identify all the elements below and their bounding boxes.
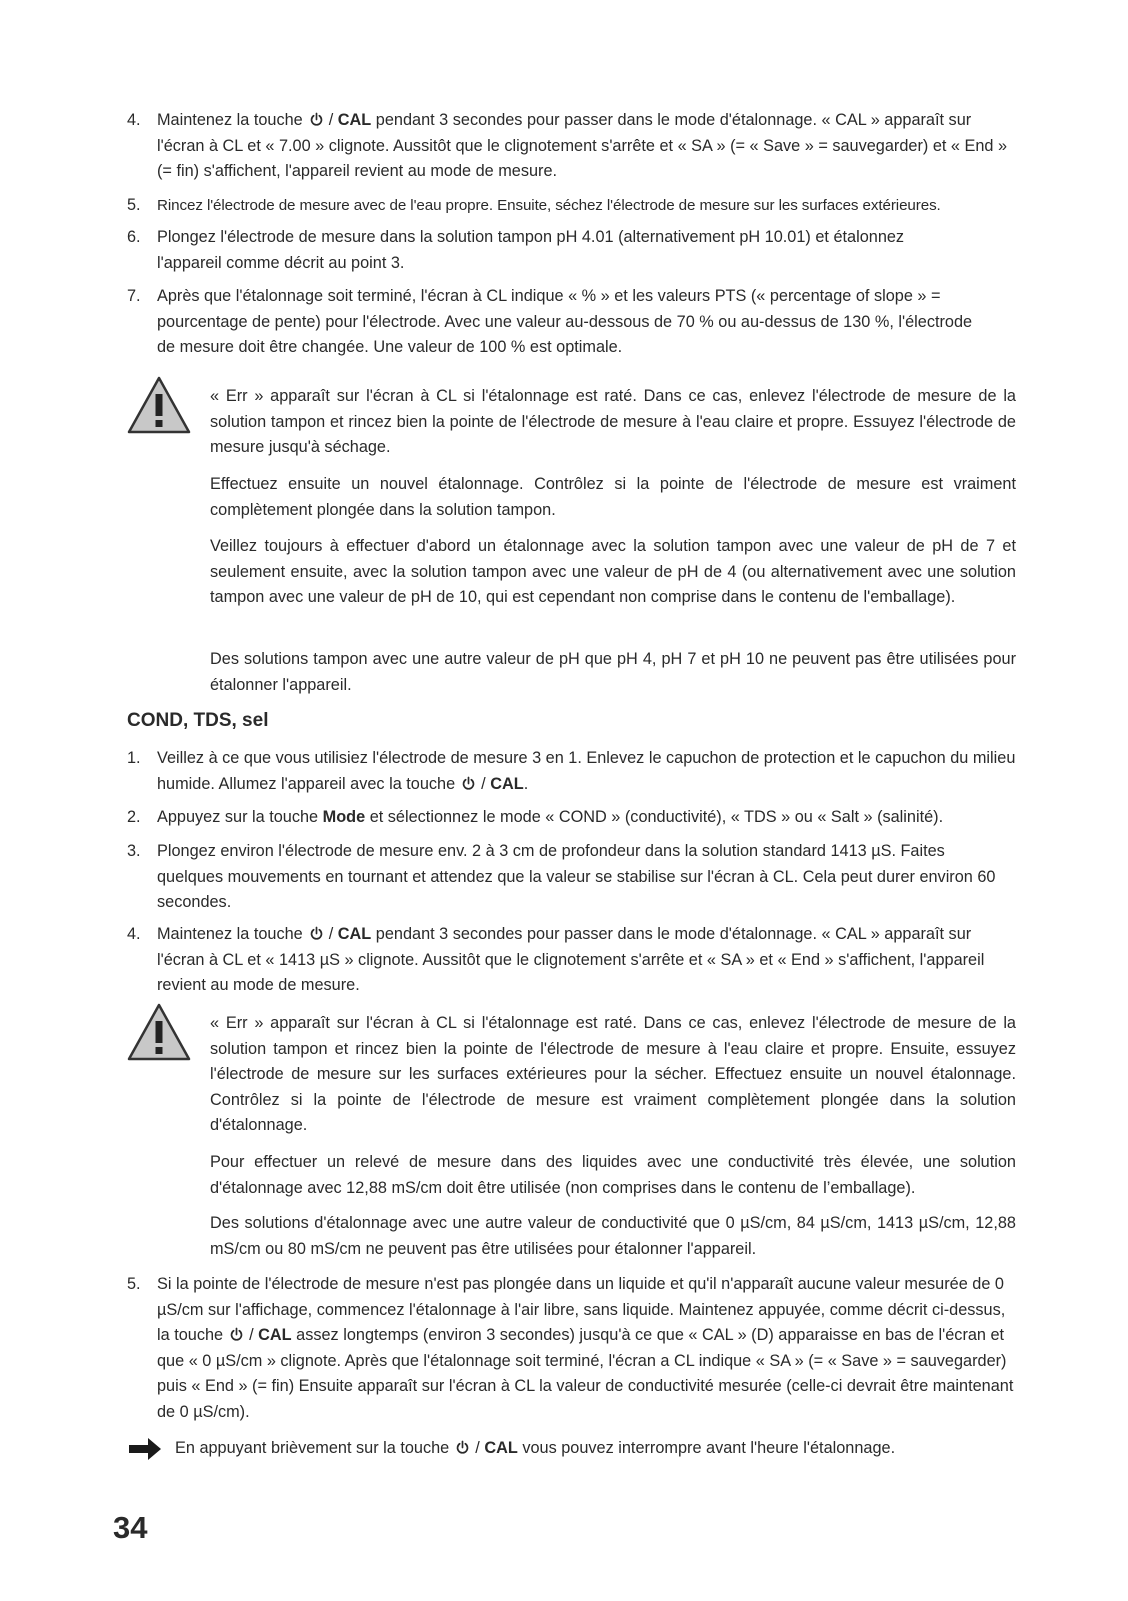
power-icon [309, 926, 324, 941]
warning-paragraph-3: Veillez toujours à effectuer d'abord un étalonnage avec la solution tampon avec une valeur de pH de 7 et seulement ensuite, avec la solution tampon avec une valeur de pH de 4 (ou alternativement avec une solution tampon avec une valeur de pH de 10, qui est cependant non comprise dans le contenu de l'emballage). [210, 537, 1016, 606]
arrow-right-icon [128, 1436, 162, 1462]
warning-paragraph-1: « Err » apparaît sur l'écran à CL si l'étalonnage est raté. Dans ce cas, enlevez l'électrode de mesure de la solution tampon et rincez bien la pointe de l'électrode de mesure à l'eau claire et propre. Ensuite, essuyez l'électrode de mesure sur les surfaces extérieures pour la sécher. Effectuez ensuite un nouvel étalonnage. Contrôlez si la pointe de l'électrode de mesure est vraiment complètement plongée dans la solution d'étalonnage. [210, 1014, 1016, 1134]
step-number: 7. [127, 287, 141, 305]
step-5-ph [127, 193, 1017, 219]
warning-triangle-icon [127, 376, 191, 434]
step-number: 2. [127, 808, 141, 826]
step-text: Si la pointe de l'électrode de mesure n'est pas plongée dans un liquide et qu'il n'apparaît aucune valeur mesurée de 0 µS/cm sur l'affichage, commencez l'étalonnage à l'air libre, sans liquide. Maintenez appuyée, comme décrit ci-dessus, la touche / CAL assez longtemps (environ 3 secondes) jusqu'à ce que « CAL » (D) apparaisse en bas de l'écran et que « 0 µS/cm » clignote. Après que l'étalonnage soit terminé, l'écran a CL indique « SA » (= « Save » = sauvegarder) puis « End » (= fin) Ensuite apparaît sur l'écran à CL la valeur de conductivité mesurée (celle-ci devrait être maintenant de 0 µS/cm). [157, 1275, 1014, 1421]
warning-triangle-icon [127, 1003, 191, 1061]
step-text: Veillez à ce que vous utilisiez l'électrode de mesure 3 en 1. Enlevez le capuchon de protection et le capuchon du milieu humide. Allumez l'appareil avec la touche / CAL. [157, 749, 1016, 793]
power-icon [229, 1327, 244, 1342]
step-text: Plongez l'électrode de mesure dans la solution tampon pH 4.01 (alternativement pH 10.01) et étalonnez l'appareil comme décrit au point 3. [157, 228, 905, 272]
tip-note: En appuyant brièvement sur la touche / CAL vous pouvez interrompre avant l'heure l'étalonnage. [175, 1439, 896, 1457]
step-text: Maintenez la touche / CAL pendant 3 secondes pour passer dans le mode d'étalonnage. « CAL » apparaît sur l'écran à CL et « 1413 µS » clignote. Aussitôt que le clignotement s'arrête et « SA » et « End » s'affichent, l'appareil revient au mode de mesure. [157, 925, 985, 994]
step-text: Appuyez sur la touche Mode et sélectionnez le mode « COND » (conductivité), « TDS » ou « Salt » (salinité). [157, 808, 944, 826]
power-icon [461, 776, 476, 791]
step-text: Après que l'étalonnage soit terminé, l'écran à CL indique « % » et les valeurs PTS (« percentage of slope » = pourcentage de pente) pour l'électrode. Avec une valeur au-dessous de 70 % ou au-dessus de 130 %, l'électrode de mesure doit être changée. Une valeur de 100 % est optimale. [157, 287, 973, 356]
warning-paragraph-2: Effectuez ensuite un nouvel étalonnage. Contrôlez si la pointe de l'électrode de mesure est vraiment complètement plongée dans la solution tampon. [210, 475, 1016, 519]
warning-paragraph-4: Des solutions tampon avec une autre valeur de pH que pH 4, pH 7 et pH 10 ne peuvent pas être utilisées pour étalonner l'appareil. [210, 650, 1016, 694]
page-number: 34 [113, 1510, 148, 1545]
step-6-ph [127, 225, 1017, 277]
power-icon [309, 112, 324, 127]
warning-paragraph-3: Des solutions d'étalonnage avec une autre valeur de conductivité que 0 µS/cm, 84 µS/cm, 1413 µS/cm, 12,88 mS/cm ou 80 mS/cm ne peuvent pas être utilisées pour étalonner l'appareil. [210, 1214, 1016, 1258]
step-5-cond [127, 1272, 1017, 1428]
power-icon [455, 1440, 470, 1455]
warning-paragraph-1: « Err » apparaît sur l'écran à CL si l'étalonnage est raté. Dans ce cas, enlevez l'électrode de mesure de la solution tampon et rincez bien la pointe de l'électrode de mesure à l'eau claire et propre. Essuyez l'électrode de mesure jusqu'à séchage. [210, 387, 1016, 456]
step-number: 3. [127, 842, 141, 860]
step-2-cond [127, 805, 1017, 831]
section-heading: COND, TDS, sel [127, 710, 269, 731]
warning-paragraph-2: Pour effectuer un relevé de mesure dans des liquides avec une conductivité très élevée, une solution d'étalonnage avec 12,88 mS/cm doit être utilisée (non comprises dans le contenu de l’emballage). [210, 1153, 1016, 1197]
step-7-ph [127, 284, 1017, 362]
step-number: 5. [127, 1275, 141, 1293]
step-text: Rincez l'électrode de mesure avec de l'eau propre. Ensuite, séchez l'électrode de mesure sur les surfaces extérieures. [157, 197, 941, 214]
step-text: Maintenez la touche / CAL pendant 3 secondes pour passer dans le mode d'étalonnage. « CAL » apparaît sur l'écran à CL et « 7.00 » clignote. Aussitôt que le clignotement s'arrête et « SA » (= « Save » = sauvegarder) et « End » (= fin) s'affichent, l'appareil revient au mode de mesure. [157, 111, 1008, 180]
step-text: Plongez environ l'électrode de mesure env. 2 à 3 cm de profondeur dans la solution standard 1413 µS. Faites quelques mouvements en tournant et attendez que la valeur se stabilise sur l'écran à CL. Cela peut durer environ 60 secondes. [157, 842, 996, 911]
step-4-ph [127, 108, 1017, 186]
step-4-cond [127, 922, 1017, 1000]
step-number: 5. [127, 196, 141, 214]
step-number: 4. [127, 925, 141, 943]
step-1-cond [127, 746, 1017, 798]
step-number: 1. [127, 749, 141, 767]
step-number: 4. [127, 111, 141, 129]
step-3-cond [127, 839, 1017, 917]
step-number: 6. [127, 228, 141, 246]
